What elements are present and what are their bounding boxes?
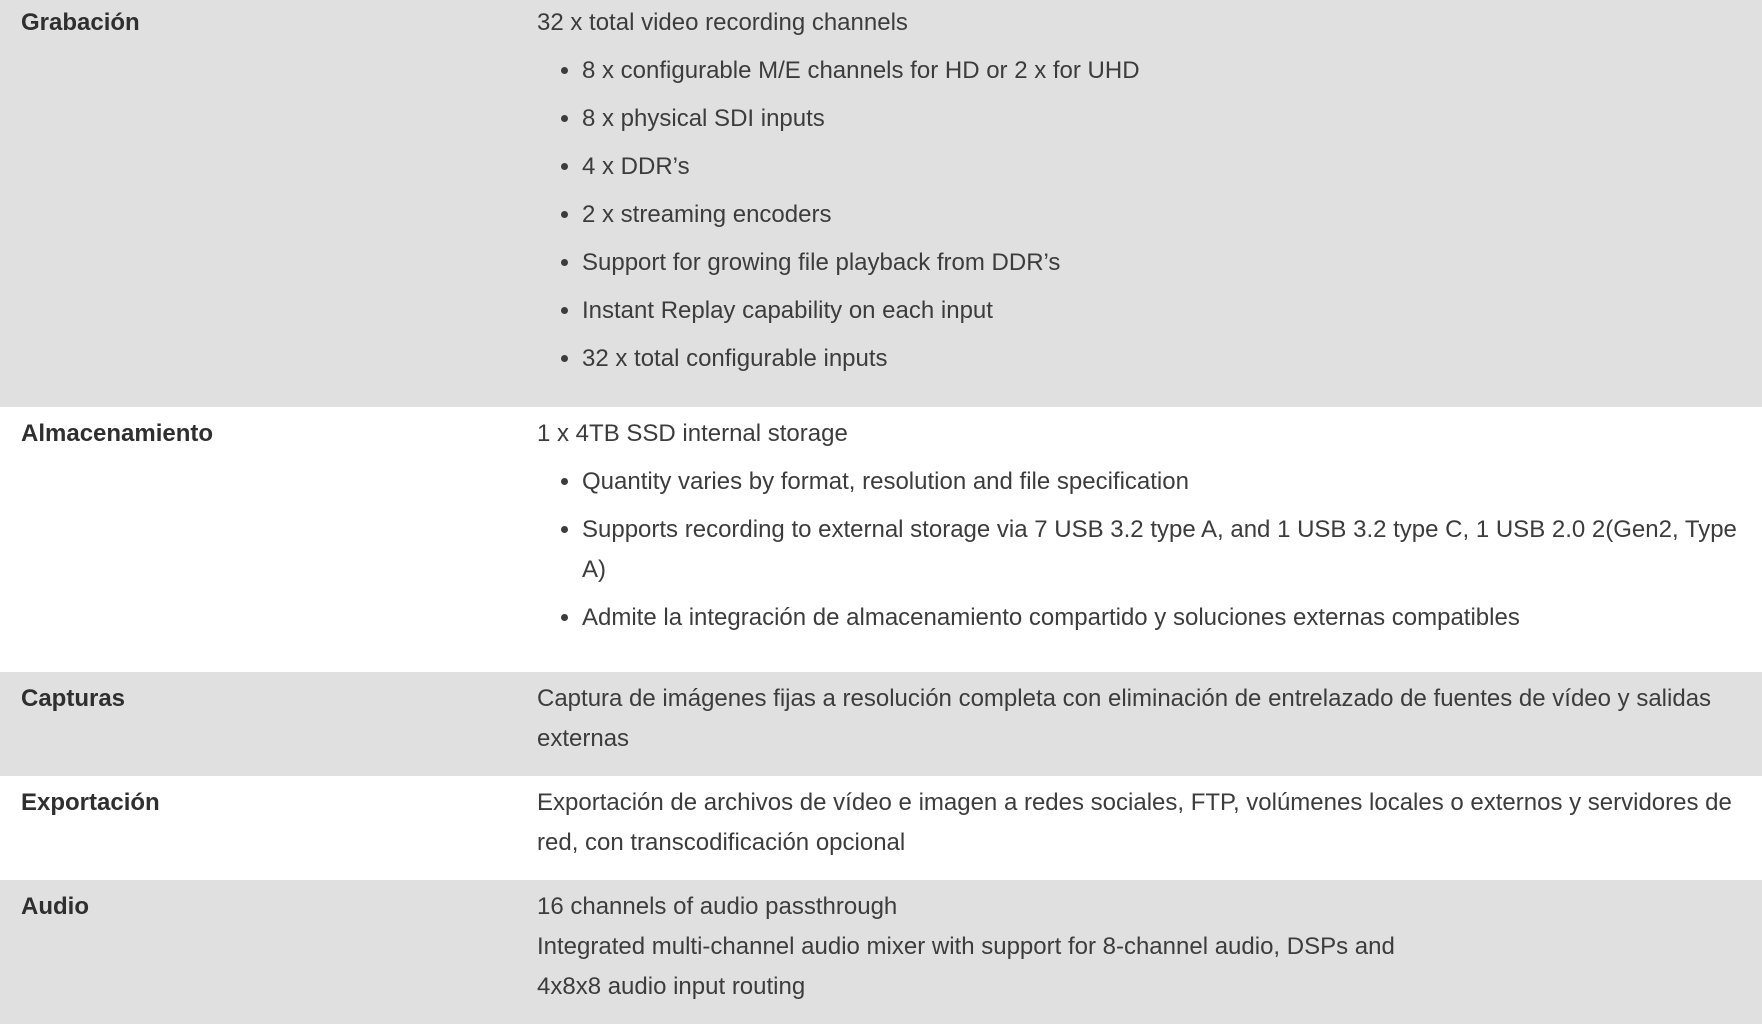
list-item: • Quantity varies by format, resolution and file specification <box>582 462 1742 502</box>
spec-label: Exportación <box>21 789 160 816</box>
spec-intro: 1 x 4TB SSD internal storage <box>537 420 848 447</box>
spec-value <box>537 3 1762 407</box>
spec-label: Almacenamiento <box>21 420 214 447</box>
spec-text: Exportación de archivos de vídeo e imagen a redes sociales, FTP, volúmenes locales o externos y servidores de red, con transcodificación opcional <box>537 789 1732 856</box>
spec-row-capturas <box>0 672 1762 776</box>
list-item: • 2 x streaming encoders <box>582 195 1742 235</box>
spec-value <box>537 414 1762 672</box>
spec-line: 16 channels of audio passthrough <box>537 893 898 920</box>
spec-row-exportacion <box>0 776 1762 880</box>
spec-label: Grabación <box>21 9 140 36</box>
list-item: • Instant Replay capability on each input <box>582 291 1742 331</box>
list-item: • 8 x configurable M/E channels for HD or 2 x for UHD <box>582 51 1742 91</box>
spec-list <box>537 462 1742 638</box>
spec-intro: 32 x total video recording channels <box>537 9 908 36</box>
spec-row-audio <box>0 880 1762 1024</box>
list-item: • 8 x physical SDI inputs <box>582 99 1742 139</box>
spec-label: Audio <box>21 893 89 920</box>
list-item: • Supports recording to external storage via 7 USB 3.2 type A, and 1 USB 3.2 type C, 1 USB 2.0 2(Gen2, Type A) <box>582 510 1742 590</box>
spec-list <box>537 51 1742 379</box>
spec-value <box>537 679 1762 776</box>
list-item: • Admite la integración de almacenamiento compartido y soluciones externas compatibles <box>582 598 1742 638</box>
spec-value <box>537 887 1762 1024</box>
spec-line: 4x8x8 audio input routing <box>537 973 806 1000</box>
list-item: • 32 x total configurable inputs <box>582 339 1742 379</box>
list-item: • 4 x DDR’s <box>582 147 1742 187</box>
spec-value <box>537 783 1762 880</box>
list-item: • Support for growing file playback from DDR’s <box>582 243 1742 283</box>
spec-text: Captura de imágenes fijas a resolución completa con eliminación de entrelazado de fuentes de vídeo y salidas externas <box>537 685 1712 752</box>
spec-label: Capturas <box>21 685 126 712</box>
spec-row-grabacion <box>0 0 1762 407</box>
spec-line: Integrated multi-channel audio mixer with support for 8-channel audio, DSPs and <box>537 933 1395 960</box>
spec-row-almacenamiento <box>0 407 1762 672</box>
